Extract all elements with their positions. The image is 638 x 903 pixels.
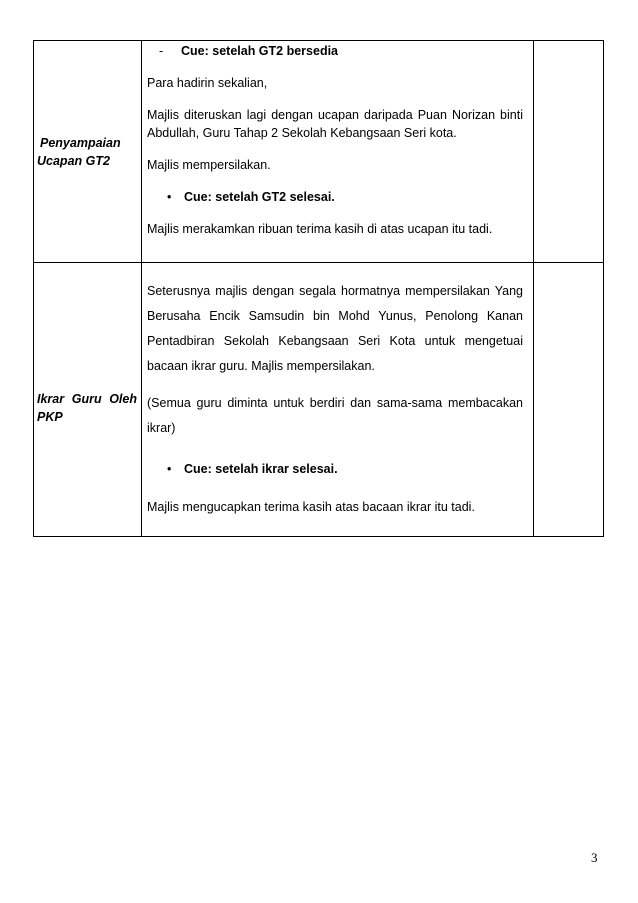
bullet-icon: •	[167, 190, 172, 204]
dash-marker: -	[159, 44, 164, 58]
cue-end	[167, 460, 523, 478]
segment-label-cell	[34, 41, 142, 263]
segment-label-line: Ucapan GT2	[37, 153, 110, 168]
segment-content-cell	[142, 263, 534, 537]
announcement-text: Seterusnya majlis dengan segala hormatnya mempersilakan Yang Berusaha Encik Samsudin bin Mohd Yunus, Penolong Kanan Pentadbiran Sekolah Kebangsaan Seri Kota untuk mengetuai bacaan ikrar guru. Majlis mempersilakan.	[147, 284, 523, 373]
segment-label-cell	[34, 263, 142, 537]
segment-label-line: Ikrar Guru Oleh	[37, 391, 137, 406]
thanks-text: Majlis mengucapkan terima kasih atas bacaan ikrar itu tadi.	[147, 500, 475, 514]
table-row	[34, 41, 604, 263]
announcement-text: Majlis diteruskan lagi dengan ucapan daripada Puan Norizan binti Abdullah, Guru Tahap 2 Sekolah Kebangsaan Seri kota.	[147, 108, 523, 140]
cue-end-text: Cue: setelah ikrar selesai.	[184, 462, 338, 476]
segment-label-line: Penyampaian	[40, 135, 121, 150]
thanks-text: Majlis merakamkan ribuan terima kasih di atas ucapan itu tadi.	[147, 222, 493, 236]
cue-end-text: Cue: setelah GT2 selesai.	[184, 190, 335, 204]
segment-label-line: PKP	[37, 409, 63, 424]
segment-content-cell	[142, 41, 534, 263]
empty-cell	[534, 41, 604, 263]
page-number: 3	[591, 850, 598, 865]
table-row	[34, 263, 604, 537]
empty-cell	[534, 263, 604, 537]
cue-end	[167, 188, 523, 206]
invite-text: Majlis mempersilakan.	[147, 158, 271, 172]
cue-start-text: Cue: setelah GT2 bersedia	[181, 44, 339, 58]
greeting-text: Para hadirin sekalian,	[147, 76, 268, 90]
program-script-table	[33, 40, 604, 537]
bullet-icon: •	[167, 462, 172, 476]
cue-start	[159, 42, 523, 60]
instruction-text: (Semua guru diminta untuk berdiri dan sama-sama membacakan ikrar)	[147, 396, 523, 435]
